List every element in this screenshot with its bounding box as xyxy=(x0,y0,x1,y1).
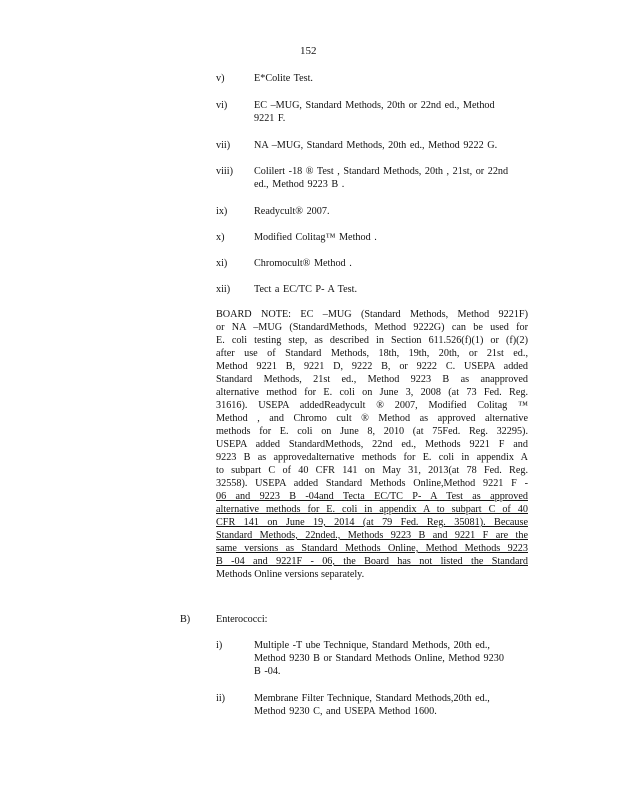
item-text xyxy=(254,692,534,718)
item-number: i) xyxy=(216,640,223,651)
note-line: alternative method for E. coli on June 3, 2008 (at 73 Fed. Reg. xyxy=(216,387,528,398)
section-label: B) xyxy=(180,614,191,625)
item-line: NA –MUG, Standard Methods, 20th ed., Method 9222 G. xyxy=(254,140,498,151)
item-number: xii) xyxy=(216,284,231,295)
note-line: BOARD NOTE: EC –MUG (Standard Methods, Method 9221F) xyxy=(216,309,528,320)
item-line: E*Colite Test. xyxy=(254,73,313,84)
item-line: Readycult® 2007. xyxy=(254,206,330,217)
item-line: Chromocult® Method . xyxy=(254,258,352,269)
item-number: viii) xyxy=(216,166,233,177)
item-line: Method 9230 B or Standard Methods Online, Method 9230 xyxy=(254,653,504,664)
note-line: after use of Standard Methods, 18th, 19th, 20th, or 21st ed., xyxy=(216,348,528,359)
note-line: Methods Online versions separately. xyxy=(216,569,365,580)
item-number: xi) xyxy=(216,258,228,269)
note-line-underlined: same versions as Standard Methods Online, Method Methods 9223 xyxy=(216,543,528,554)
note-line: E. coli testing step, as described in Section 611.526(f)(1) or (f)(2) xyxy=(216,335,528,346)
note-line-underlined: 06 and 9223 B -04and Tecta EC/TC P- A Test as approved xyxy=(216,491,528,502)
item-line: Colilert -18 ® Test , Standard Methods, 20th , 21st, or 22nd xyxy=(254,166,509,177)
note-line: to subpart C of 40 CFR 141 on May 31, 2013(at 78 Fed. Reg. xyxy=(216,465,528,476)
note-line: or NA –MUG (StandardMethods, Method 9222G) can be used for xyxy=(216,322,528,333)
note-line: 31616). USEPA addedReadycult ® 2007, Modified Colitag ™ xyxy=(216,400,528,411)
item-text xyxy=(254,257,529,270)
note-line: Method 9221 B, 9221 D, 9222 B, or 9222 C. USEPA added xyxy=(216,361,528,372)
item-text xyxy=(254,205,529,218)
note-line: Method , and Chromo cult ® Method as approved alternative xyxy=(216,413,528,424)
note-line: USEPA added StandardMethods, 22nd ed., Methods 9221 F and xyxy=(216,439,528,450)
board-note xyxy=(216,308,528,581)
item-number: vii) xyxy=(216,140,231,151)
item-text xyxy=(254,639,534,678)
section-title: Enterococci: xyxy=(216,614,268,625)
item-line: Modified Colitag™ Method . xyxy=(254,232,377,243)
item-line: Multiple -T ube Technique, Standard Methods, 20th ed., xyxy=(254,640,490,651)
item-text xyxy=(254,72,529,85)
item-number: vi) xyxy=(216,100,228,111)
note-line-underlined: Standard Methods, 22nded., Methods 9223 B and 9221 F are the xyxy=(216,530,528,541)
note-line: methods for E. coli on June 8, 2010 (at 75Fed. Reg. 32295). xyxy=(216,426,528,437)
item-line: Membrane Filter Technique, Standard Methods,20th ed., xyxy=(254,693,490,704)
item-line: ed., Method 9223 B . xyxy=(254,179,345,190)
item-text xyxy=(254,283,529,296)
item-text xyxy=(254,99,529,125)
item-text xyxy=(254,231,529,244)
item-text xyxy=(254,139,529,152)
item-line: EC –MUG, Standard Methods, 20th or 22nd ed., Method xyxy=(254,100,495,111)
item-number: x) xyxy=(216,232,225,243)
note-line: 32558). USEPA added Standard Methods Online,Method 9221 F - xyxy=(216,478,528,489)
item-number: v) xyxy=(216,73,225,84)
item-text xyxy=(254,165,529,191)
page-number: 152 xyxy=(300,45,317,57)
item-line: 9221 F. xyxy=(254,113,286,124)
item-line: Tect a EC/TC P- A Test. xyxy=(254,284,357,295)
note-line: 9223 B as approvedalternative methods for E. coli in appendix A xyxy=(216,452,528,463)
note-line: Standard Methods, 21st ed., Method 9223 B as anapproved xyxy=(216,374,528,385)
item-line: Method 9230 C, and USEPA Method 1600. xyxy=(254,706,437,717)
note-line-underlined: B -04 and 9221F - 06, the Board has not listed the Standard xyxy=(216,556,528,567)
item-number: ii) xyxy=(216,693,226,704)
note-line-underlined: alternative methods for E. coli in appendix A to subpart C of 40 xyxy=(216,504,528,515)
item-number: ix) xyxy=(216,206,228,217)
item-line: B -04. xyxy=(254,666,281,677)
note-line-underlined: CFR 141 on June 19, 2014 (at 79 Fed. Reg. 35081). Because xyxy=(216,517,528,528)
